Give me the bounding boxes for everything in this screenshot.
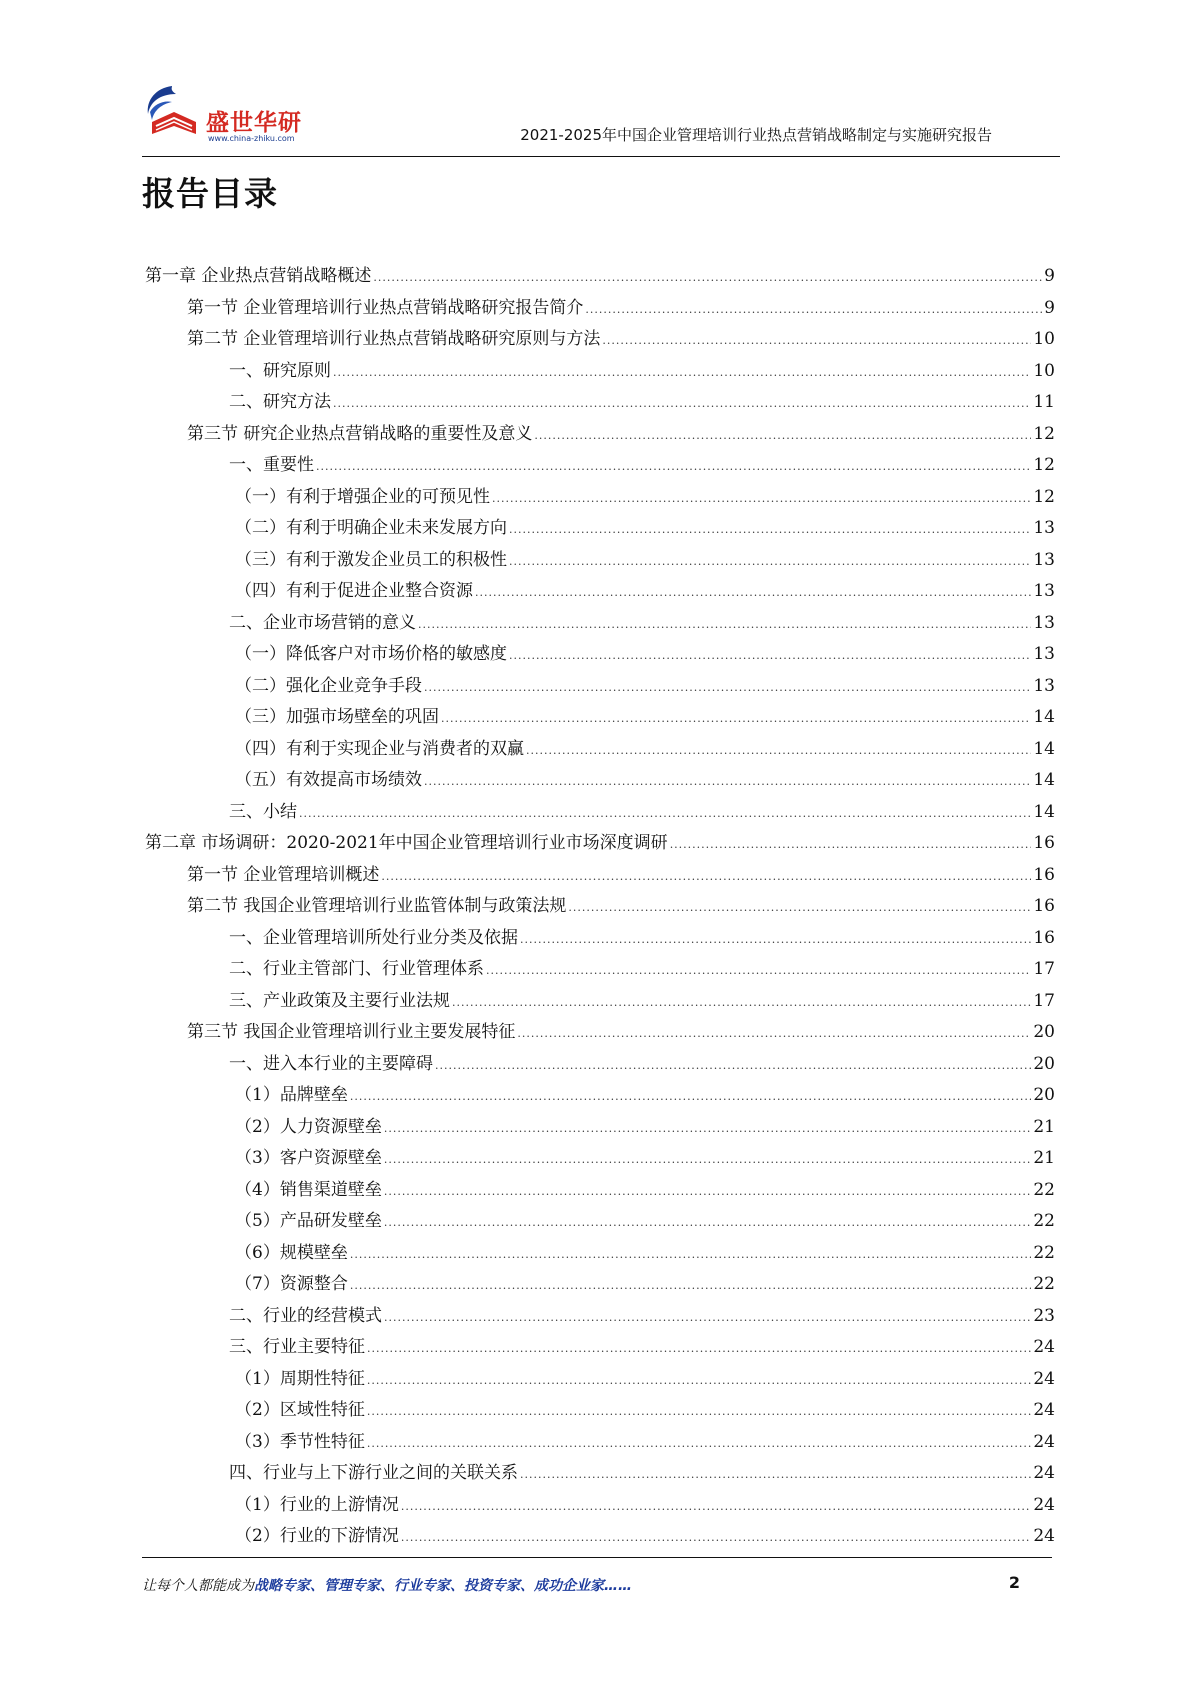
toc-entry-page: 14: [1033, 738, 1055, 759]
toc-entry[interactable]: [145, 576, 1055, 608]
toc-entry[interactable]: [145, 1364, 1055, 1396]
toc-entry-title: 二、企业市场营销的意义: [229, 612, 416, 633]
toc-entry-title: （二）强化企业竞争手段: [235, 675, 422, 696]
toc-dot-leader: [367, 1333, 1031, 1365]
toc-entry-title: 三、小结: [229, 801, 297, 822]
toc-entry-title: （3）季节性特征: [235, 1431, 365, 1452]
toc-entry[interactable]: [145, 1049, 1055, 1081]
toc-dot-leader: [520, 1459, 1031, 1491]
toc-entry-title: （7）资源整合: [235, 1274, 348, 1294]
logo-url: www.china-zhiku.com: [208, 134, 295, 143]
toc-entry-page: 13: [1033, 612, 1055, 633]
toc-entry[interactable]: [145, 1238, 1055, 1270]
toc-entry-page: 20: [1033, 1085, 1055, 1105]
toc-entry-page: 16: [1033, 864, 1055, 885]
toc-entry[interactable]: [145, 261, 1055, 293]
toc-entry-page: 22: [1033, 1274, 1055, 1294]
toc-dot-leader: [367, 1365, 1032, 1397]
toc-entry-page: 14: [1033, 707, 1055, 727]
toc-entry[interactable]: [145, 1143, 1055, 1175]
toc-entry-page: 16: [1033, 927, 1055, 948]
toc-entry[interactable]: [145, 765, 1055, 797]
toc-entry-page: 22: [1033, 1179, 1055, 1200]
toc-entry[interactable]: [145, 1395, 1055, 1427]
toc-entry-title: （一）降低客户对市场价格的敏感度: [235, 644, 507, 664]
toc-dot-leader: [509, 546, 1031, 578]
toc-entry-title: （五）有效提高市场绩效: [235, 770, 422, 790]
toc-entry[interactable]: [145, 545, 1055, 577]
toc-entry-title: （2）人力资源壁垒: [235, 1116, 382, 1137]
toc-dot-leader: [384, 1207, 1032, 1239]
toc-dot-leader: [350, 1239, 1032, 1271]
toc-entry[interactable]: [145, 797, 1055, 829]
toc-entry[interactable]: [145, 702, 1055, 734]
toc-entry[interactable]: [145, 1112, 1055, 1144]
toc-dot-leader: [401, 1491, 1032, 1523]
toc-entry-page: 22: [1033, 1242, 1055, 1263]
footer-divider: [142, 1557, 1052, 1558]
toc-entry-title: 第二章 市场调研：2020-2021年中国企业管理培训行业市场深度调研: [145, 833, 668, 853]
toc-dot-leader: [350, 1270, 1032, 1302]
toc-dot-leader: [492, 483, 1031, 515]
toc-entry-page: 24: [1033, 1368, 1055, 1389]
toc-entry[interactable]: [145, 513, 1055, 545]
toc-entry-page: 22: [1033, 1211, 1055, 1231]
toc-entry[interactable]: [145, 923, 1055, 955]
toc-entry-title: （3）客户资源壁垒: [235, 1148, 382, 1168]
toc-entry-page: 13: [1033, 518, 1055, 538]
toc-entry-title: 一、研究原则: [229, 360, 331, 381]
toc-entry[interactable]: [145, 891, 1055, 923]
toc-entry-title: 第三节 研究企业热点营销战略的重要性及意义: [187, 423, 533, 444]
toc-entry-page: 11: [1033, 392, 1055, 412]
toc-entry-title: 第二节 企业管理培训行业热点营销战略研究原则与方法: [187, 329, 601, 349]
toc-dot-leader: [585, 294, 1042, 326]
toc-entry-title: （4）销售渠道壁垒: [235, 1179, 382, 1200]
toc-entry-title: 二、行业的经营模式: [229, 1305, 382, 1326]
toc-dot-leader: [316, 451, 1031, 483]
toc-entry-page: 12: [1033, 423, 1055, 444]
toc-dot-leader: [384, 1176, 1032, 1208]
toc-entry-page: 20: [1033, 1053, 1055, 1074]
toc-dot-leader: [509, 514, 1031, 546]
toc-dot-leader: [509, 640, 1031, 672]
toc-entry-title: （三）加强市场壁垒的巩固: [235, 707, 439, 727]
toc-dot-leader: [602, 325, 1031, 357]
toc-entry-title: （5）产品研发壁垒: [235, 1211, 382, 1231]
toc-entry-title: 一、进入本行业的主要障碍: [229, 1053, 433, 1074]
report-title: 2021-2025年中国企业管理培训行业热点营销战略制定与实施研究报告: [520, 126, 992, 144]
toc-dot-leader: [526, 735, 1031, 767]
toc-dot-leader: [517, 1018, 1031, 1050]
toc-entry-title: （三）有利于激发企业员工的积极性: [235, 549, 507, 570]
toc-entry-page: 9: [1044, 266, 1055, 286]
toc-entry-title: 三、产业政策及主要行业法规: [229, 990, 450, 1011]
toc-entry[interactable]: [145, 1427, 1055, 1459]
toc-entry-page: 10: [1033, 329, 1055, 349]
toc-entry[interactable]: [145, 1206, 1055, 1238]
toc-dot-leader: [367, 1428, 1032, 1460]
toc-entry-page: 24: [1033, 1526, 1055, 1546]
toc-entry-page: 20: [1033, 1022, 1055, 1042]
toc-entry-page: 14: [1033, 770, 1055, 790]
toc-dot-leader: [384, 1113, 1032, 1145]
toc-entry-title: 第三节 我国企业管理培训行业主要发展特征: [187, 1022, 516, 1042]
toc-dot-leader: [520, 924, 1031, 956]
toc-entry[interactable]: [145, 324, 1055, 356]
toc-entry-title: （四）有利于促进企业整合资源: [235, 581, 473, 601]
company-logo: [142, 82, 312, 148]
toc-entry-page: 9: [1044, 297, 1055, 318]
toc-entry-page: 13: [1033, 581, 1055, 601]
toc-entry-title: 四、行业与上下游行业之间的关联关系: [229, 1463, 518, 1483]
toc-entry-page: 13: [1033, 549, 1055, 570]
toc-dot-leader: [486, 955, 1031, 987]
toc-entry[interactable]: [145, 986, 1055, 1018]
page-footer: [142, 1575, 1022, 1595]
toc-dot-leader: [384, 1302, 1031, 1334]
toc-dot-leader: [534, 420, 1031, 452]
toc-dot-leader: [441, 703, 1031, 735]
toc-entry[interactable]: [145, 1458, 1055, 1490]
toc-entry[interactable]: [145, 860, 1055, 892]
toc-entry[interactable]: [145, 954, 1055, 986]
toc-dot-leader: [670, 829, 1032, 861]
toc-dot-leader: [373, 262, 1042, 294]
toc-entry-page: 24: [1033, 1337, 1055, 1357]
toc-entry-page: 24: [1033, 1431, 1055, 1452]
toc-dot-leader: [435, 1050, 1031, 1082]
toc-entry-title: （2）行业的下游情况: [235, 1526, 399, 1546]
toc-entry-page: 23: [1033, 1305, 1055, 1326]
toc-dot-leader: [424, 766, 1031, 798]
toc-dot-leader: [568, 892, 1031, 924]
toc-entry-title: 第一节 企业管理培训行业热点营销战略研究报告简介: [187, 297, 584, 318]
book-swoosh-icon: [142, 82, 206, 144]
toc-dot-leader: [333, 388, 1031, 420]
toc-entry-page: 14: [1033, 801, 1055, 822]
toc-entry-title: （一）有利于增强企业的可预见性: [235, 486, 490, 507]
toc-entry[interactable]: [145, 1332, 1055, 1364]
page-header: [142, 82, 1060, 156]
toc-entry-title: （2）区域性特征: [235, 1400, 365, 1420]
toc-dot-leader: [299, 798, 1031, 830]
toc-entry-title: （1）品牌壁垒: [235, 1085, 348, 1105]
toc-entry-page: 13: [1033, 675, 1055, 696]
toc-entry[interactable]: [145, 1269, 1055, 1301]
toc-entry-page: 16: [1033, 833, 1055, 853]
toc-entry-title: 二、研究方法: [229, 392, 331, 412]
toc-entry-page: 13: [1033, 644, 1055, 664]
toc-dot-leader: [384, 1144, 1032, 1176]
toc-dot-leader: [475, 577, 1031, 609]
toc-entry-title: 第二节 我国企业管理培训行业监管体制与政策法规: [187, 896, 567, 916]
toc-entry[interactable]: [145, 734, 1055, 766]
toc-dot-leader: [381, 861, 1031, 893]
toc-entry-title: （6）规模壁垒: [235, 1242, 348, 1263]
logo-text: 盛世华研: [206, 110, 302, 136]
footer-slogan-emphasis: 战略专家、管理专家、行业专家、投资专家、成功企业家……: [254, 1578, 632, 1594]
toc-entry-title: （二）有利于明确企业未来发展方向: [235, 518, 507, 538]
toc-entry-page: 24: [1033, 1494, 1055, 1515]
toc-entry[interactable]: [145, 450, 1055, 482]
toc-dot-leader: [333, 357, 1031, 389]
toc-entry-page: 16: [1033, 896, 1055, 916]
toc-entry[interactable]: [145, 828, 1055, 860]
toc-entry-title: 三、行业主要特征: [229, 1337, 365, 1357]
toc-entry[interactable]: [145, 1490, 1055, 1522]
page-heading: 报告目录: [142, 174, 278, 213]
toc-entry-page: 12: [1033, 455, 1055, 475]
toc-entry-page: 12: [1033, 486, 1055, 507]
toc-entry[interactable]: [145, 1017, 1055, 1049]
toc-entry-page: 17: [1033, 959, 1055, 979]
toc-dot-leader: [401, 1522, 1032, 1554]
toc-entry-page: 21: [1033, 1148, 1055, 1168]
toc-entry-title: （四）有利于实现企业与消费者的双赢: [235, 738, 524, 759]
toc-entry[interactable]: [145, 671, 1055, 703]
toc-entry-title: 二、行业主管部门、行业管理体系: [229, 959, 484, 979]
table-of-contents: [145, 261, 1055, 1553]
toc-entry-page: 24: [1033, 1400, 1055, 1420]
toc-entry-title: 第一节 企业管理培训概述: [187, 864, 380, 885]
toc-entry-page: 10: [1033, 360, 1055, 381]
header-divider: [142, 156, 1060, 157]
toc-entry-page: 24: [1033, 1463, 1055, 1483]
toc-entry-title: 一、企业管理培训所处行业分类及依据: [229, 927, 518, 948]
toc-entry[interactable]: [145, 1080, 1055, 1112]
toc-dot-leader: [424, 672, 1031, 704]
toc-entry[interactable]: [145, 482, 1055, 514]
toc-entry[interactable]: [145, 1175, 1055, 1207]
toc-entry-page: 17: [1033, 990, 1055, 1011]
toc-entry[interactable]: [145, 608, 1055, 640]
toc-entry[interactable]: [145, 293, 1055, 325]
toc-entry[interactable]: [145, 1521, 1055, 1553]
toc-entry[interactable]: [145, 639, 1055, 671]
footer-slogan-prefix: 让每个人都能成为: [142, 1578, 254, 1594]
toc-dot-leader: [452, 987, 1031, 1019]
page-number: 2: [1008, 1573, 1020, 1592]
toc-entry[interactable]: [145, 419, 1055, 451]
toc-dot-leader: [367, 1396, 1032, 1428]
toc-dot-leader: [350, 1081, 1032, 1113]
toc-entry[interactable]: [145, 387, 1055, 419]
toc-entry-title: （1）周期性特征: [235, 1368, 365, 1389]
toc-entry-title: 第一章 企业热点营销战略概述: [145, 266, 372, 286]
toc-entry-title: 一、重要性: [229, 455, 314, 475]
toc-entry-page: 21: [1033, 1116, 1055, 1137]
toc-entry[interactable]: [145, 1301, 1055, 1333]
toc-entry-title: （1）行业的上游情况: [235, 1494, 399, 1515]
toc-dot-leader: [418, 609, 1031, 641]
toc-entry[interactable]: [145, 356, 1055, 388]
